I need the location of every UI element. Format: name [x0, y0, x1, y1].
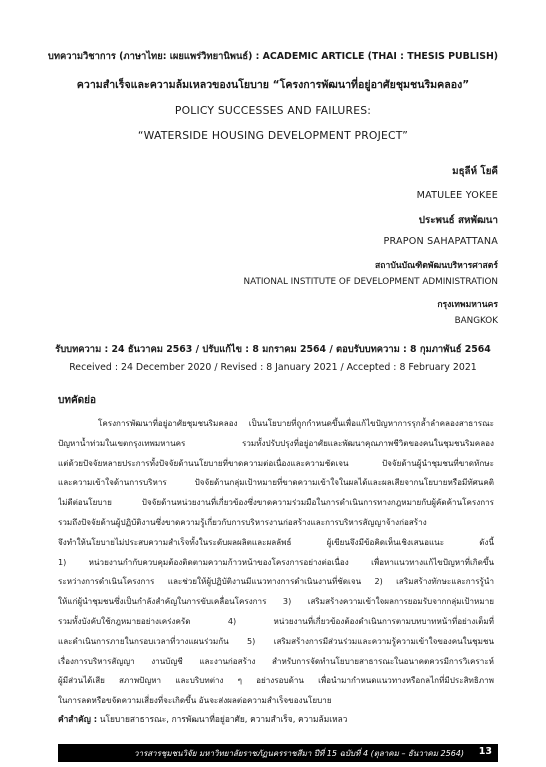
author-2-name-english: PRAPON SAHAPATTANA	[383, 236, 498, 247]
page-number: 13	[478, 746, 492, 757]
abstract-heading: บทคัดย่อ	[58, 395, 96, 406]
title-english-line-1: POLICY SUCCESSES AND FAILURES:	[174, 104, 372, 117]
city-thai: กรุงเทพมหานคร	[437, 300, 498, 310]
keywords-label: คำสำคัญ :	[58, 714, 98, 724]
abstract-line: แต่ด้วยปัจจัยหลายประการทั้งปัจจัยด้านนโยบายที่ขาดความต่อเนื่องและความชัดเจน ปัจจัยด้านผู้นำชุมชนที่ขาดทักษะ	[58, 457, 494, 468]
dates-thai: รับบทความ : 24 ธันวาคม 2563 / ปรับแก้ไข : 8 มกราคม 2564 / ตอบรับบทความ : 8 กุมภาพันธ์ 2564	[55, 344, 491, 355]
abstract-line: จึงทำให้นโยบายไม่ประสบความสำเร็จทั้งในระดับผลผลิตและผลลัพธ์ ผู้เขียนจึงมีข้อคิดเห็นเชิงเสนอแนะ ดังนี้	[58, 536, 494, 547]
abstract-line: และดำเนินการภายในกรอบเวลาที่วางแผนร่วมกัน 5) เสริมสร้างการมีส่วนร่วมและความรู้ความเข้าใจของคนในชุมชน	[58, 635, 494, 646]
title-thai: ความสำเร็จและความล้มเหลวของนโยบาย “โครงการพัฒนาที่อยู่อาศัยชุมชนริมคลอง”	[76, 79, 470, 91]
abstract-line: ให้แก่ผู้นำชุมชนซึ่งเป็นกำลังสำคัญในการขับเคลื่อนโครงการ 3) เสริมสร้างความเข้าใจผลการยอมรับจากกลุ่มเป้าหมาย	[58, 596, 494, 607]
author-1-name-english: MATULEE YOKEE	[416, 190, 498, 201]
journal-citation: วารสารชุมชนวิจัย มหาวิทยาลัยราชภัฏนครราชสีมา ปีที่ 15 ฉบับที่ 4 (ตุลาคม – ธันวาคม 2564)	[133, 749, 464, 758]
abstract-line: ไม่ดีต่อนโยบาย ปัจจัยด้านหน่วยงานที่เกี่ยวข้องซึ่งขาดความร่วมมือในการดำเนินการทางกฎหมายกับผู้คัดค้านโครงการ	[58, 497, 494, 508]
abstract-line: ในการลดหรือขจัดความเสี่ยงที่จะเกิดขึ้น อันจะส่งผลต่อความสำเร็จของนโยบาย	[58, 695, 332, 706]
abstract-line: ปัญหาน้ำท่วมในเขตกรุงเทพมหานคร รวมทั้งปรับปรุงที่อยู่อาศัยและพัฒนาคุณภาพชีวิตของคนในชุมชนริมคลอง	[58, 437, 494, 448]
title-english-line-2: “WATERSIDE HOUSING DEVELOPMENT PROJECT”	[137, 129, 409, 142]
affiliation-thai: สถาบันบัณฑิตพัฒนบริหารศาสตร์	[375, 261, 498, 271]
abstract-line: รวมถึงปัจจัยด้านผู้ปฏิบัติงานซึ่งขาดความรู้เกี่ยวกับการบริหารงานก่อสร้างและการบริหารสัญญาจ้างก่อสร้าง	[58, 516, 427, 527]
affiliation-english: NATIONAL INSTITUTE OF DEVELOPMENT ADMINISTRATION	[243, 277, 498, 287]
abstract-line: และความเข้าใจด้านการบริหาร ปัจจัยด้านกลุ่มเป้าหมายที่ขาดความเข้าใจในผลได้และผลเสียจากนโยบายหรือมีทัศนคติ	[58, 477, 494, 488]
author-1-name-thai: มธุลีห์ โยคี	[452, 166, 498, 177]
city-english: BANGKOK	[454, 316, 498, 326]
keywords-list: นโยบายสาธารณะ, การพัฒนาที่อยู่อาศัย, ความสำเร็จ, ความล้มเหลว	[99, 714, 348, 724]
dates-english: Received : 24 December 2020 / Revised : 8 January 2021 / Accepted : 8 February 2021	[69, 362, 477, 373]
author-2-name-thai: ประพนธ์ สหพัฒนา	[418, 215, 498, 226]
abstract-line: ระหว่างการดำเนินโครงการ และช่วยให้ผู้ปฏิบัติงานมีแนวทางการดำเนินงานที่ชัดเจน 2) เสริมสร้างทักษะและการรู้นำ	[58, 576, 494, 587]
article-category: บทความวิชาการ (ภาษาไทย: เผยแพร่วิทยานิพนธ์) : ACADEMIC ARTICLE (THAI : THESIS PUBLISH)	[47, 51, 499, 62]
abstract-line: ผู้มีส่วนได้เสีย สภาพปัญหา และบริบทต่าง ๆ อย่างรอบด้าน เพื่อนำมากำหนดแนวทางหรือกลไกที่มีประสิทธิภาพ	[58, 675, 494, 686]
abstract-line: 1) หน่วยงานกำกับควบคุมต้องติดตามความก้าวหน้าของโครงการอย่างต่อเนื่อง เพื่อหาแนวทางแก้ไขปัญหาที่เกิดขึ้น	[58, 556, 494, 567]
abstract-line: โครงการพัฒนาที่อยู่อาศัยชุมชนริมคลอง เป็นนโยบายที่ถูกกำหนดขึ้นเพื่อแก้ไขปัญหาการรุกล้ำลำคลองสาธารณะ	[98, 418, 494, 428]
journal-footer-bar	[58, 744, 498, 762]
abstract-line: เรื่องการบริหารสัญญา งานบัญชี และงานก่อสร้าง สำหรับการจัดทำนโยบายสาธารณะในอนาคตควรมีการวิเคราะห์	[58, 655, 494, 666]
abstract-body	[58, 414, 494, 711]
keywords	[58, 712, 347, 726]
abstract-line: รวมทั้งบังคับใช้กฎหมายอย่างเคร่งครัด 4) หน่วยงานที่เกี่ยวข้องต้องดำเนินการตามบทบาทหน้าที่อย่างเต็มที่	[58, 615, 494, 626]
